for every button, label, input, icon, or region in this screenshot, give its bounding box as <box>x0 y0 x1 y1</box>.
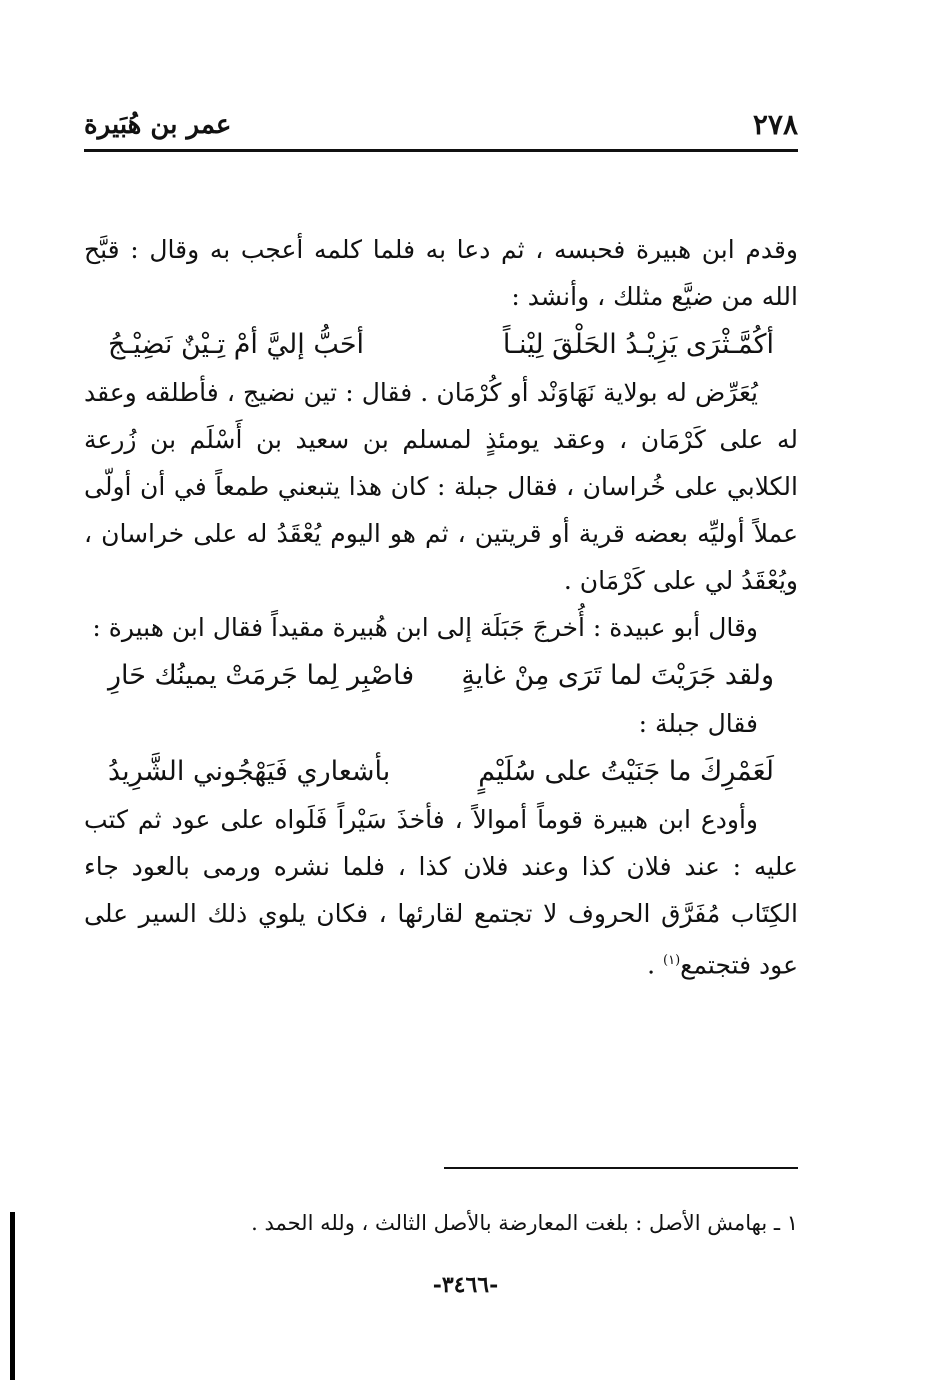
header-page-number: ٢٧٨ <box>752 108 798 141</box>
verse-3-second-hemistich: بأشعاري فَيَهْجُوني الشَّرِيدُ <box>108 756 391 787</box>
footnote-reference[interactable]: (١) <box>663 953 681 968</box>
verse-1 <box>84 320 798 369</box>
footer-page-number: -٣٤٦٦- <box>432 1272 499 1298</box>
header-title: عمر بن هُبَيرة <box>84 110 232 140</box>
main-text <box>84 226 798 988</box>
paragraph-5-end: . <box>647 950 663 980</box>
footnote-rule <box>444 1167 798 1169</box>
verse-3-first-hemistich: لَعَمْرِكَ ما جَنَيْتُ على سُلَيْمٍ <box>478 756 774 787</box>
paragraph-2: يُعَرِّض له بولاية نَهَاوَنْد أو كُرْمَان . فقال : تين نضيج ، فأطلقه وعقد له على كَرْمَان ، وعقد يومئذٍ لمسلم بن سعيد بن أَسْلَم بن زُرعة الكلابي على خُراسان ، فقال جبلة : كان هذا يتبعني طمعاً في أن أولّى عملاً أوليِّه بعضه قرية أو قريتين ، ثم هو اليوم يُعْقَدُ له على خراسان ، ويُعْقَدُ لي على كَرْمَان . <box>84 378 798 595</box>
paragraph-5-text: وأودع ابن هبيرة قوماً أموالاً ، فأخذَ سَيْراً فَلَواه على عود ثم كتب عليه : عند فلان كذا وعند فلان كذا ، فلما نشره ورمى بالعود جاء الكِتَاب مُفَرَّق الحروف لا تجتمع لقارئها ، فكان يلوي ذلك السير على عود فتجتمع <box>84 805 798 980</box>
verse-2-first-hemistich: ولقد جَرَيْتَ لما تَرَى مِنْ غايةٍ <box>461 660 774 691</box>
verse-1-first-hemistich: أكُمَّـثْرَى يَزِيْـدُ الحَلْقَ لِيْنـاً <box>502 329 774 360</box>
header-rule <box>84 149 798 152</box>
verse-2 <box>84 651 798 700</box>
verse-1-second-hemistich: أحَبُّ إليَّ أمْ تِـيْنٌ نَضِيْـجُ <box>108 329 365 360</box>
running-header <box>84 108 798 148</box>
paragraph-5 <box>84 796 798 988</box>
verse-3 <box>84 747 798 796</box>
scan-edge-mark <box>10 1212 15 1380</box>
paragraph-1: وقدم ابن هبيرة فحبسه ، ثم دعا به فلما كلمه أعجب به وقال : قبَّح الله من ضيَّع مثلك ، وأنشد : <box>84 235 798 311</box>
paragraph-3: وقال أبو عبيدة : أُخرجَ جَبَلَة إلى ابن هُبيرة مقيداً فقال ابن هبيرة : <box>92 613 758 642</box>
footnote: ١ ـ بهامش الأصل : بلغت المعارضة بالأصل الثالث ، ولله الحمد . <box>251 1211 798 1235</box>
verse-2-second-hemistich: فاصْبِر لِما جَرمَتْ يمينُك حَارِ <box>108 660 415 691</box>
paragraph-4: فقال جبلة : <box>638 709 758 738</box>
